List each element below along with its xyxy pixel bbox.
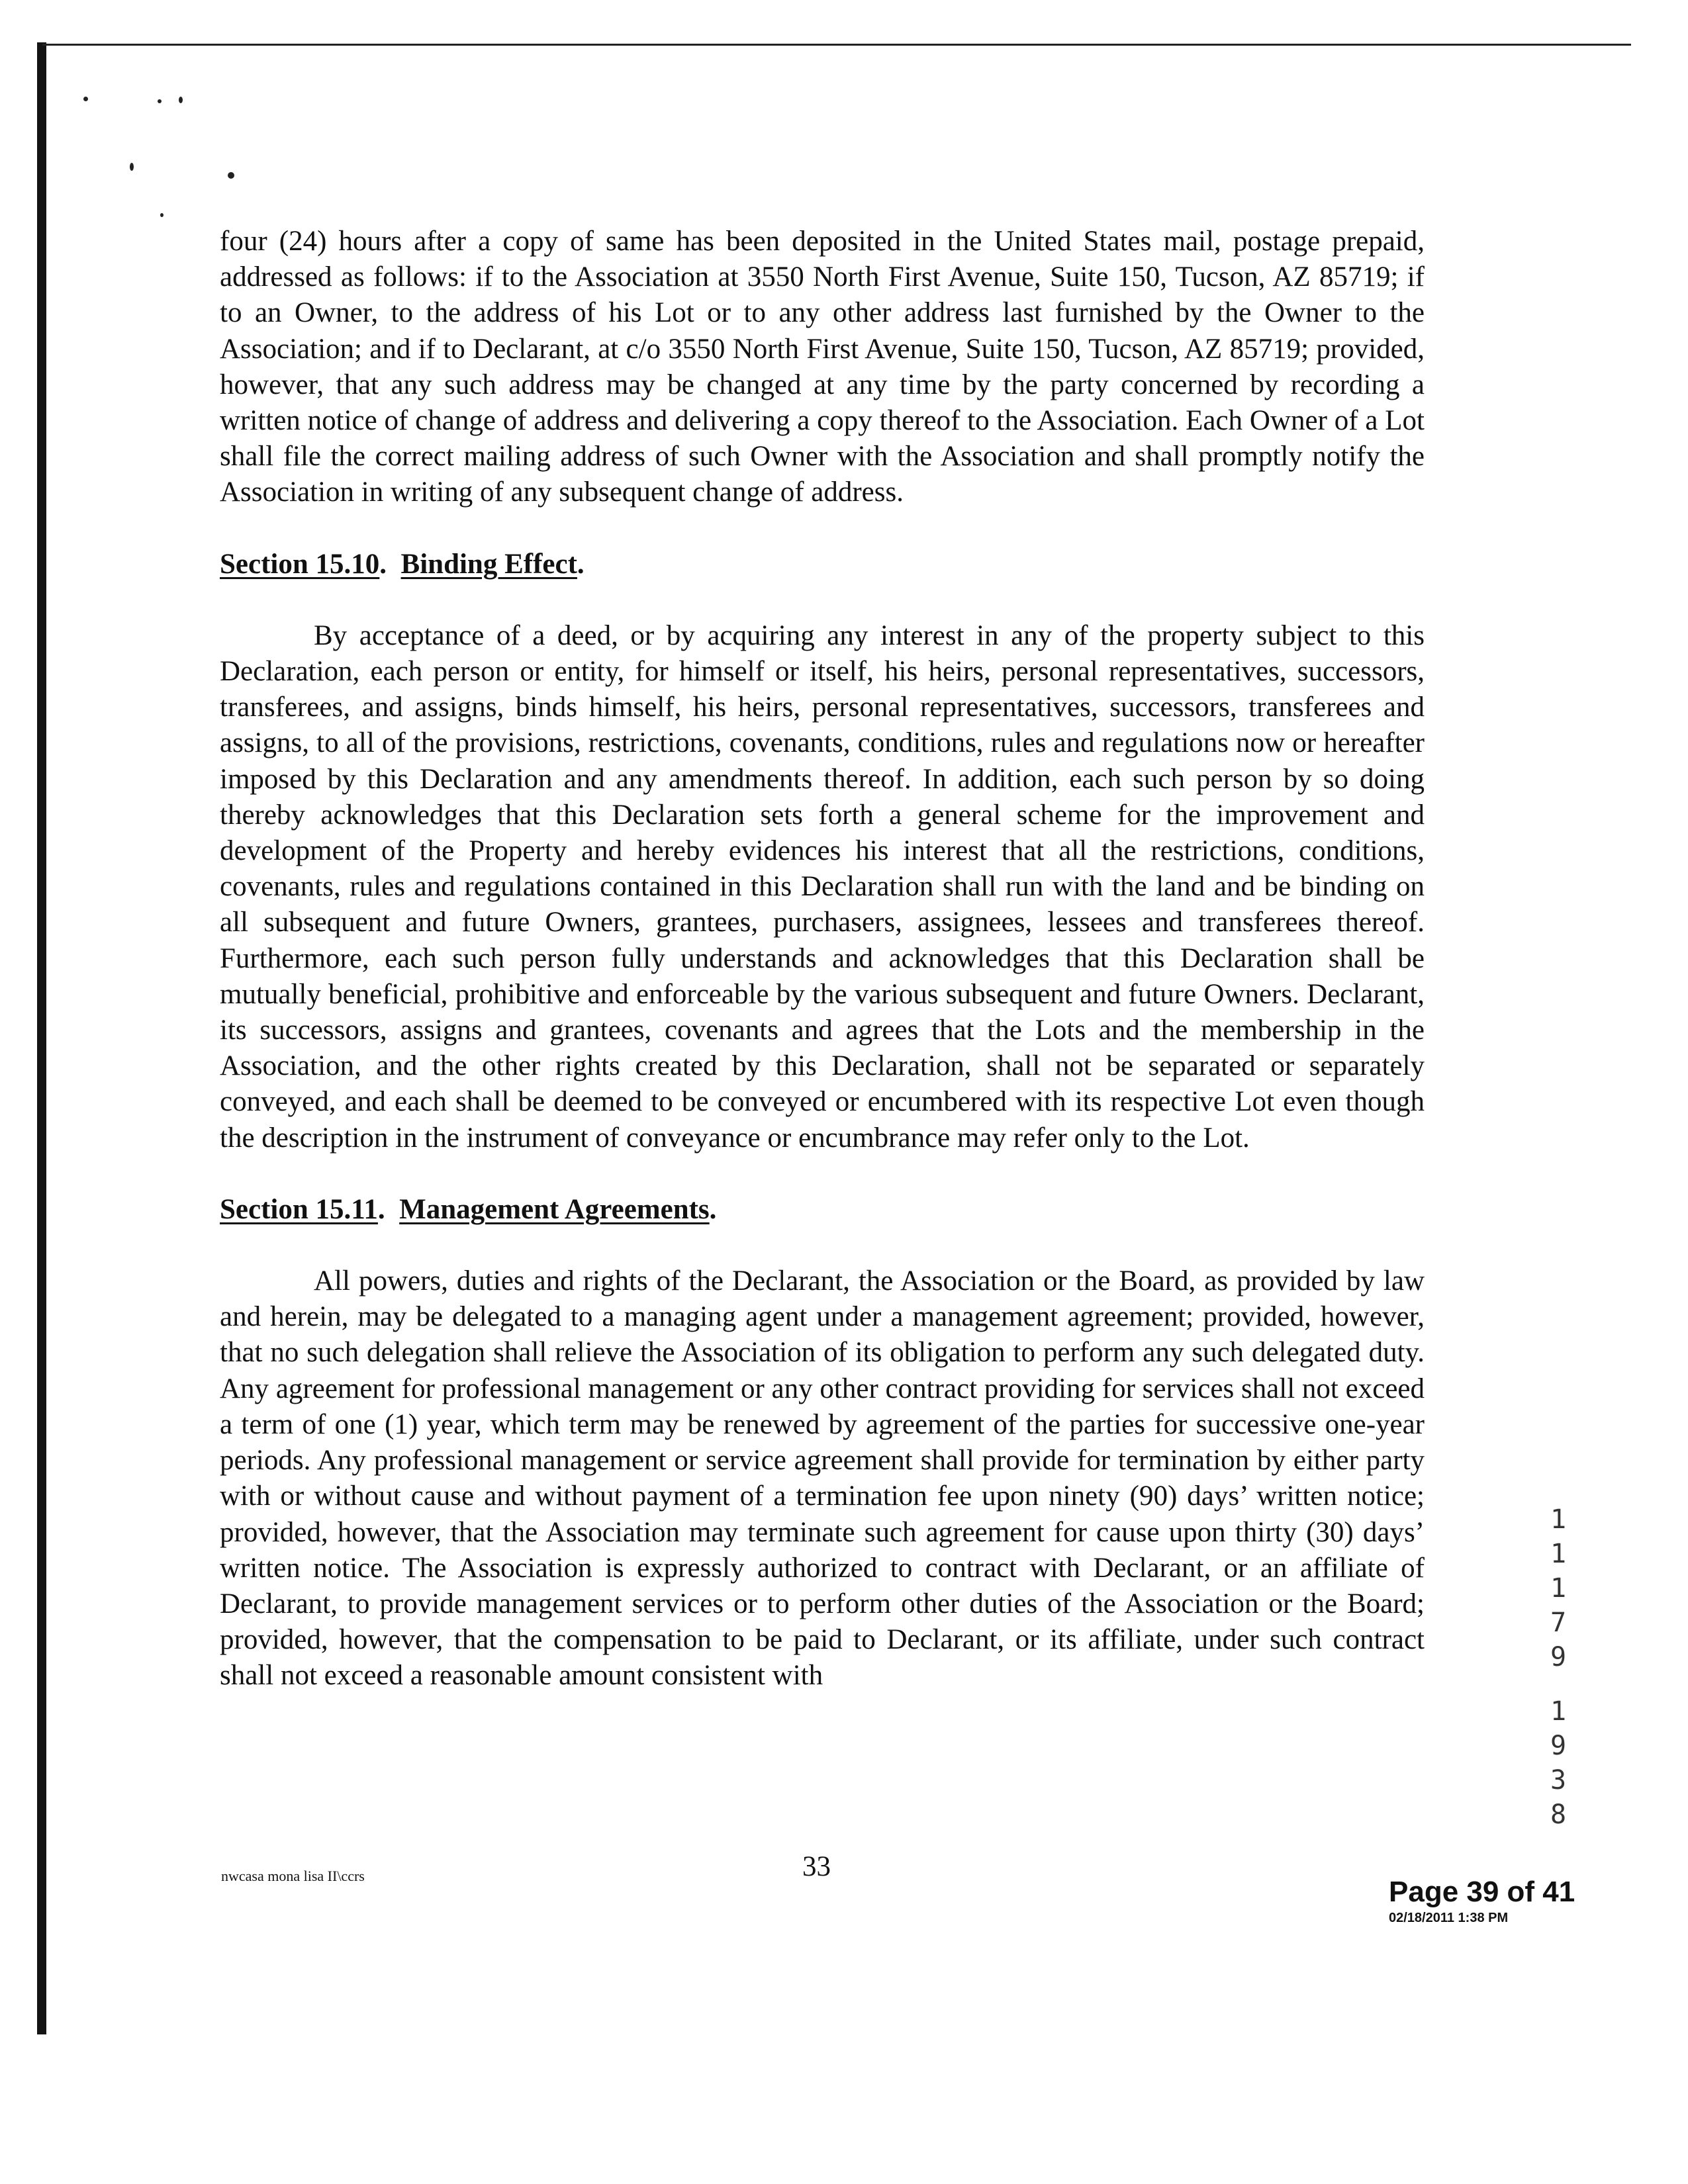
scan-speck: [83, 97, 88, 101]
section-title: Management Agreements: [399, 1193, 710, 1225]
section-heading-management-agreements: Section 15.11. Management Agreements.: [220, 1193, 717, 1225]
section-body-binding-effect: By acceptance of a deed, or by acquiring any interest in any of the property subject to this Declaration, each person or entity, for himself or itself, his heirs, personal representatives, successors, transferees, and assigns, binds himself, his heirs, personal representatives, successors, transferees and assigns, to all of the provisions, restrictions, covenants, conditions, rules and regulations now or hereafter imposed by this Declaration and any amendments thereof. In addition, each such person by so doing thereby acknowledges that this Declaration sets forth a general scheme for the improvement and development of the Property and hereby evidences his interest that all the restrictions, conditions, covenants, rules and regulations contained in this Declaration shall run with the land and be binding on all subsequent and future Owners, grantees, purchasers, assignees, lessees and transferees thereof. Furthermore, each such person fully understands and acknowledges that this Declaration shall be mutually beneficial, prohibitive and enforceable by the various subsequent and future Owners. Declarant, its successors, assigns and grantees, covenants and agrees that the Lots and the membership in the Association, and the other rights created by this Declaration, shall not be separated or separately conveyed, and each shall be deemed to be conveyed or encumbered with its respective Lot even though the description in the instrument of conveyance or encumbrance may refer only to the Lot.: [220, 619, 1425, 1154]
scan-speck: [228, 172, 234, 179]
footer-file-reference: nwcasa mona lisa II\ccrs: [221, 1868, 365, 1884]
margin-code-char: 9: [1550, 1642, 1567, 1672]
scan-speck: [179, 97, 183, 103]
scan-speck: [130, 163, 134, 171]
page-number: 33: [802, 1851, 831, 1882]
section-body-management-agreements: All powers, duties and rights of the Declarant, the Association or the Board, as provided by law and herein, may be delegated to a managing agent under a management agreement; provided, however, that no such delegation shall relieve the Association of its obligation to perform any such delegated duty. Any agreement for professional management or any other contract providing for services shall not exceed a term of one (1) year, which term may be renewed by agreement of the parties for successive one-year periods. Any professional management or service agreement shall provide for termination by either party with or without cause and without payment of a termination fee upon ninety (90) days’ written notice; provided, however, that the Association may terminate such agreement for cause upon thirty (30) days’ written notice. The Association is expressly authorized to contract with Declarant, or an affiliate of Declarant, to provide management services or to perform other duties of the Association or the Board; provided, however, that the compensation to be paid to Declarant, or its affiliate, under such contract shall not exceed a reasonable amount consistent with: [220, 1265, 1425, 1692]
scan-speck: [158, 99, 162, 103]
scan-top-line: [42, 44, 1631, 46]
continuation-paragraph: four (24) hours after a copy of same has been deposited in the United States mail, postage prepaid, addressed as follows: if to the Association at 3550 North First Avenue, Suite 150, Tucson, AZ 85719; if to an Owner, to the address of his Lot or to any other address last furnished by the Owner to the Association; and if to Declarant, at c/o 3550 North First Avenue, Suite 150, Tucson, AZ 85719; provided, however, that any such address may be changed at any time by the party concerned by recording a written notice of change of address and delivering a copy thereof to the Association. Each Owner of a Lot shall file the correct mailing address of such Owner with the Association and shall promptly notify the Association in writing of any subsequent change of address.: [220, 226, 1425, 508]
margin-code-char: 9: [1550, 1731, 1567, 1761]
margin-code-char: 8: [1550, 1799, 1567, 1830]
margin-code-char: 1: [1550, 1696, 1567, 1727]
recorder-page-stamp: Page 39 of 41: [1389, 1876, 1575, 1908]
margin-code-char: 1: [1550, 1504, 1567, 1535]
recorder-timestamp: 02/18/2011 1:38 PM: [1389, 1911, 1509, 1925]
margin-code-char: 7: [1550, 1608, 1567, 1638]
margin-document-code: [1545, 1502, 1571, 1832]
margin-code-char: 3: [1550, 1765, 1567, 1796]
scan-speck: [160, 213, 164, 217]
margin-code-char: 1: [1550, 1539, 1567, 1569]
document-body: [220, 224, 1425, 1694]
section-number: Section 15.11: [220, 1193, 378, 1225]
section-heading-binding-effect: Section 15.10. Binding Effect.: [220, 548, 585, 580]
section-title: Binding Effect: [400, 548, 577, 580]
scan-edge-bar: [37, 42, 46, 2034]
margin-code-char: 1: [1550, 1573, 1567, 1604]
section-number: Section 15.10: [220, 548, 380, 580]
